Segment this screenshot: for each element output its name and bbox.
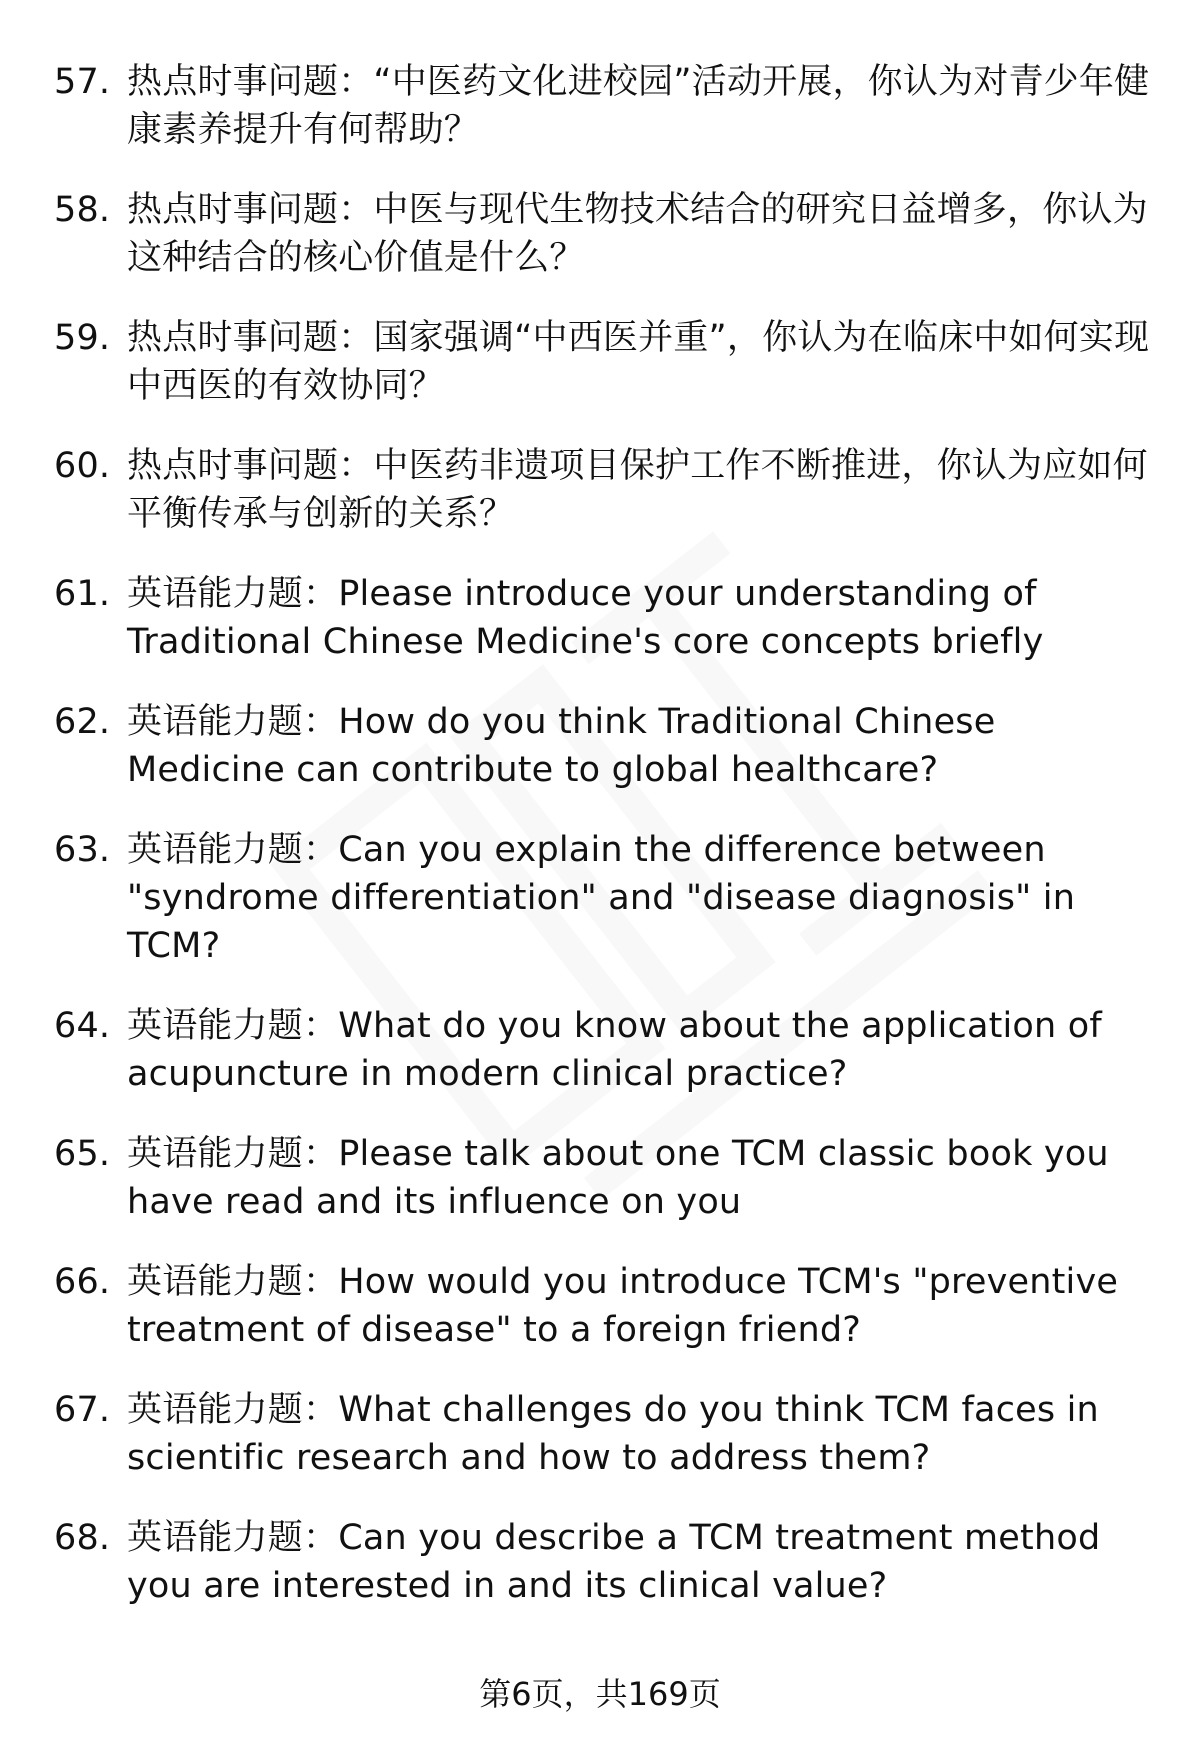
question-number: 65.: [54, 1134, 111, 1174]
list-item: [54, 314, 1164, 410]
question-number: 68.: [54, 1518, 111, 1558]
question-text: 英语能力题：How would you introduce TCM's "preventive treatment of disease" to a foreign friend?: [127, 1262, 1119, 1350]
question-number: 67.: [54, 1390, 111, 1430]
page-number-footer: 第6页，共169页: [479, 1675, 721, 1713]
question-text: 英语能力题：How do you think Traditional Chinese Medicine can contribute to global healthcare?: [127, 702, 996, 790]
question-text: 英语能力题：Can you explain the difference between "syndrome differentiation" and "disease diagnosis" in TCM?: [127, 830, 1076, 966]
question-text: 热点时事问题：中医与现代生物技术结合的研究日益增多，你认为这种结合的核心价值是什么？: [127, 190, 1148, 278]
question-number: 61.: [54, 574, 111, 614]
question-text: 英语能力题：What do you know about the application of acupuncture in modern clinical practice?: [127, 1006, 1102, 1094]
question-text: 热点时事问题：中医药非遗项目保护工作不断推进，你认为应如何平衡传承与创新的关系？: [127, 446, 1148, 534]
question-text: 英语能力题：What challenges do you think TCM faces in scientific research and how to address them?: [127, 1390, 1099, 1478]
list-item: [54, 826, 1164, 970]
question-text: 英语能力题：Please talk about one TCM classic book you have read and its influence on you: [127, 1134, 1109, 1222]
question-text: 热点时事问题：“中医药文化进校园”活动开展，你认为对青少年健康素养提升有何帮助？: [127, 62, 1150, 150]
list-item: [54, 698, 1164, 794]
question-text: 英语能力题：Can you describe a TCM treatment method you are interested in and its clinical value?: [127, 1518, 1101, 1606]
question-number: 63.: [54, 830, 111, 870]
question-text: 英语能力题：Please introduce your understanding of Traditional Chinese Medicine's core concepts briefly: [127, 574, 1044, 662]
question-list: [54, 58, 1164, 1642]
question-number: 58.: [54, 190, 111, 230]
question-number: 64.: [54, 1006, 111, 1046]
list-item: [54, 1258, 1164, 1354]
list-item: [54, 1514, 1164, 1610]
list-item: [54, 442, 1164, 538]
list-item: [54, 186, 1164, 282]
question-number: 66.: [54, 1262, 111, 1302]
list-item: [54, 570, 1164, 666]
question-text: 热点时事问题：国家强调“中西医并重”，你认为在临床中如何实现中西医的有效协同？: [127, 318, 1150, 406]
list-item: [54, 1002, 1164, 1098]
question-number: 60.: [54, 446, 111, 486]
question-number: 57.: [54, 62, 111, 102]
list-item: [54, 58, 1164, 154]
list-item: [54, 1386, 1164, 1482]
question-number: 62.: [54, 702, 111, 742]
question-number: 59.: [54, 318, 111, 358]
list-item: [54, 1130, 1164, 1226]
